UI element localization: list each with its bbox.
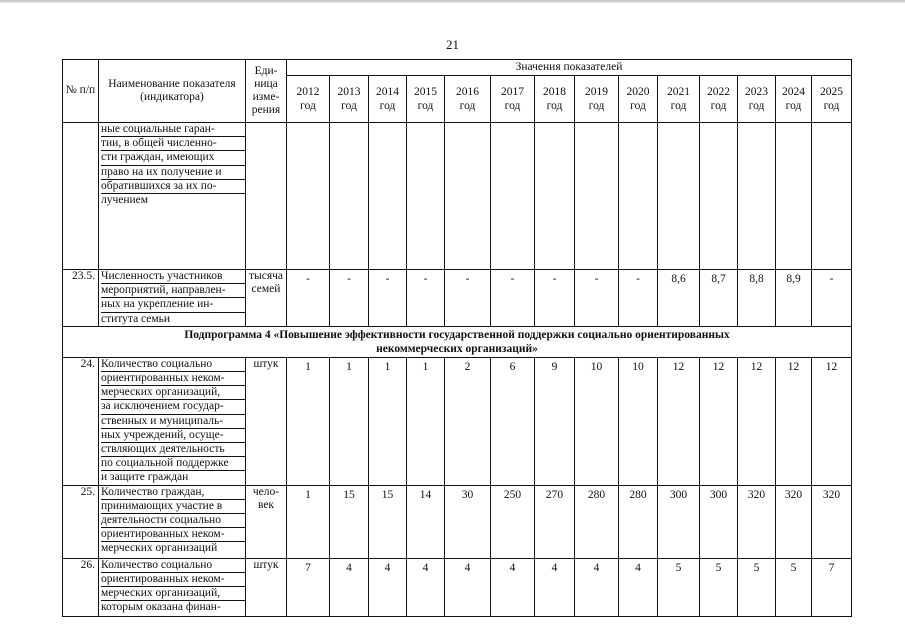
row-value: 4 <box>491 558 535 616</box>
indicator-name-line: ных учреждений, осуще- <box>101 429 245 443</box>
row-value <box>812 123 852 270</box>
row-number: 24. <box>63 357 99 485</box>
header-unit-line: Еди- <box>254 64 278 77</box>
header-year-number: 2024 <box>782 86 805 98</box>
row-value: 14 <box>407 485 445 558</box>
row-value: 7 <box>287 558 330 616</box>
row-indicator-name <box>99 123 246 270</box>
row-value: 300 <box>658 485 700 558</box>
header-year-number: 2014 <box>376 86 399 98</box>
row-unit <box>246 270 287 327</box>
header-num: № п/п <box>63 60 99 123</box>
indicator-name-line: по социальной поддержке <box>101 457 245 471</box>
row-value: 4 <box>330 558 369 616</box>
row-unit-line: тысяча <box>248 270 284 282</box>
row-value: 4 <box>535 558 575 616</box>
row-value <box>445 123 491 270</box>
header-year-unit: год <box>341 100 357 112</box>
row-value: 270 <box>535 485 575 558</box>
row-value: 15 <box>330 485 369 558</box>
header-year-unit: год <box>823 100 840 112</box>
row-unit <box>246 123 287 270</box>
header-name: Наименование показателя (индикатора) <box>99 60 246 123</box>
subprogram-title-line: Подпрограмма 4 «Повышение эффективности государственной поддержки социально ориентированных <box>184 329 730 342</box>
header-year-number: 2016 <box>456 86 479 98</box>
row-unit-line: штук <box>253 558 279 571</box>
header-year-number: 2022 <box>707 86 730 98</box>
header-unit <box>246 60 287 123</box>
row-value: 8,7 <box>700 270 738 327</box>
row-value <box>700 123 738 270</box>
indicator-name-line: Численность участников <box>101 270 245 284</box>
indicator-name-line: принимающих участие в <box>101 500 245 514</box>
row-indicator-name <box>99 558 246 616</box>
header-unit-line: рения <box>251 104 281 117</box>
row-unit <box>246 558 287 616</box>
row-number: 25. <box>63 485 99 558</box>
header-year <box>369 76 407 123</box>
row-indicator-name <box>99 485 246 558</box>
header-year <box>776 76 812 123</box>
row-value: 30 <box>445 485 491 558</box>
row-value: 1 <box>330 357 369 485</box>
row-value: - <box>330 270 369 327</box>
header-year <box>658 76 700 123</box>
row-value: 12 <box>700 357 738 485</box>
row-value: 1 <box>369 357 407 485</box>
header-year-number: 2018 <box>543 86 566 98</box>
row-value: 5 <box>776 558 812 616</box>
header-year-unit: год <box>670 100 687 112</box>
header-year-unit: год <box>630 100 646 112</box>
header-year-number: 2021 <box>667 86 690 98</box>
indicator-name-line: которым оказана финан- <box>101 601 221 614</box>
table-row <box>63 357 852 485</box>
row-value: 12 <box>738 357 776 485</box>
row-unit-line: чело- <box>252 485 280 498</box>
table-row <box>63 123 852 270</box>
row-indicator-name <box>99 357 246 485</box>
indicator-name-line: ориентированных неком- <box>101 573 245 587</box>
row-value: 4 <box>619 558 658 616</box>
row-value <box>738 123 776 270</box>
header-year-number: 2015 <box>414 86 437 98</box>
header-year-number: 2012 <box>296 86 320 98</box>
row-value <box>658 123 700 270</box>
row-value: 250 <box>491 485 535 558</box>
indicator-name-line: мероприятий, направлен- <box>101 284 245 298</box>
indicator-name-line: Количество социально <box>101 358 245 372</box>
row-value: 10 <box>575 357 619 485</box>
row-value: 5 <box>658 558 700 616</box>
row-value: 4 <box>575 558 619 616</box>
row-value <box>619 123 658 270</box>
row-value: - <box>491 270 535 327</box>
header-year <box>575 76 619 123</box>
header-year-unit: год <box>546 100 563 112</box>
header-year-unit: год <box>459 100 476 112</box>
row-unit-line: семей <box>251 283 281 296</box>
row-value: - <box>407 270 445 327</box>
header-year-number: 2013 <box>337 86 361 98</box>
table-row <box>63 270 852 327</box>
header-year <box>407 76 445 123</box>
row-number <box>63 123 99 270</box>
indicator-name-line: ных на укрепление ин- <box>101 298 245 312</box>
header-values: Значения показателей <box>287 60 852 76</box>
row-value: 7 <box>812 558 852 616</box>
row-value: 5 <box>700 558 738 616</box>
row-value: 280 <box>575 485 619 558</box>
indicator-name-line: сти граждан, имеющих <box>101 151 245 165</box>
row-value: 5 <box>738 558 776 616</box>
header-year-unit: год <box>748 100 765 112</box>
header-year <box>812 76 852 123</box>
header-year <box>330 76 369 123</box>
indicator-name-line: Количество граждан, <box>101 486 245 500</box>
row-value: 12 <box>658 357 700 485</box>
row-unit-line: век <box>257 498 275 511</box>
indicator-name-line: лучением <box>101 194 149 207</box>
header-year <box>535 76 575 123</box>
page-number: 21 <box>446 37 459 52</box>
row-value: - <box>287 270 330 327</box>
table-row <box>63 558 852 616</box>
row-value: 6 <box>491 357 535 485</box>
header-year-unit: год <box>785 100 802 112</box>
header-year-number: 2019 <box>585 86 608 98</box>
row-value: - <box>535 270 575 327</box>
header-year-number: 2025 <box>820 86 843 98</box>
header-year <box>445 76 491 123</box>
row-value: 12 <box>812 357 852 485</box>
indicator-name-line: мерческих организаций, <box>101 386 245 400</box>
subprogram-title <box>63 326 852 357</box>
row-indicator-name <box>99 270 246 327</box>
indicator-name-line: право на их получение и <box>101 166 245 180</box>
header-year-unit: год <box>417 100 434 112</box>
row-unit-line: штук <box>253 357 279 370</box>
row-number: 23.5. <box>63 270 99 327</box>
indicator-name-line: тии, в общей численно- <box>101 137 245 151</box>
row-value <box>369 123 407 270</box>
header-year <box>619 76 658 123</box>
header-unit-line: ница <box>254 77 278 90</box>
header-year-unit: год <box>504 100 521 112</box>
indicator-name-line: ствляющих деятельность <box>101 443 245 457</box>
row-value: - <box>575 270 619 327</box>
row-value: 4 <box>369 558 407 616</box>
indicator-name-line: мерческих организаций <box>101 542 218 555</box>
row-value: 300 <box>700 485 738 558</box>
row-value: 1 <box>407 357 445 485</box>
row-value: 1 <box>287 357 330 485</box>
row-value: 8,8 <box>738 270 776 327</box>
row-value: 10 <box>619 357 658 485</box>
header-year-unit: год <box>710 100 727 112</box>
row-value: 2 <box>445 357 491 485</box>
header-year <box>491 76 535 123</box>
indicator-name-line: ориентированных неком- <box>101 528 245 542</box>
row-value: 280 <box>619 485 658 558</box>
row-value: 320 <box>812 485 852 558</box>
subprogram-title-line: некоммерческих организаций» <box>376 342 538 355</box>
row-value: 1 <box>287 485 330 558</box>
row-value: 320 <box>738 485 776 558</box>
row-value: 12 <box>776 357 812 485</box>
row-value: 9 <box>535 357 575 485</box>
indicator-name-line: ственных и муниципаль- <box>101 415 245 429</box>
row-value: - <box>445 270 491 327</box>
indicator-name-line: ститута семьи <box>101 312 171 325</box>
header-unit-line: изме- <box>252 91 280 103</box>
row-value: 4 <box>445 558 491 616</box>
row-value: 4 <box>407 558 445 616</box>
row-value <box>776 123 812 270</box>
row-value: 8,6 <box>658 270 700 327</box>
table-row <box>63 485 852 558</box>
indicator-name-line: мерческих организаций, <box>101 587 245 601</box>
row-value <box>407 123 445 270</box>
indicator-name-line: ные социальные гаран- <box>101 123 245 137</box>
row-value <box>330 123 369 270</box>
header-year <box>700 76 738 123</box>
header-year-number: 2023 <box>745 86 768 98</box>
header-year <box>738 76 776 123</box>
row-value <box>287 123 330 270</box>
header-year-number: 2020 <box>626 86 650 98</box>
indicators-table <box>62 59 852 617</box>
row-value: 8,9 <box>776 270 812 327</box>
row-unit <box>246 357 287 485</box>
header-year <box>287 76 330 123</box>
indicator-name-line: за исключением государ- <box>101 400 245 414</box>
row-value: - <box>812 270 852 327</box>
header-year-unit: год <box>379 100 396 112</box>
row-value: - <box>369 270 407 327</box>
header-year-unit: год <box>588 100 605 112</box>
row-value: 320 <box>776 485 812 558</box>
row-number: 26. <box>63 558 99 616</box>
subprogram-row <box>63 326 852 357</box>
indicator-name-line: деятельности социально <box>101 514 245 528</box>
header-year-unit: год <box>300 100 316 112</box>
row-value: 15 <box>369 485 407 558</box>
row-unit <box>246 485 287 558</box>
row-value <box>491 123 535 270</box>
indicator-name-line: обратившихся за их по- <box>101 180 245 194</box>
row-value <box>535 123 575 270</box>
indicator-name-line: и защите граждан <box>101 471 189 484</box>
indicator-name-line: Количество социально <box>101 559 245 573</box>
header-year-number: 2017 <box>501 86 524 98</box>
row-value <box>575 123 619 270</box>
indicator-name-line: ориентированных неком- <box>101 372 245 386</box>
row-value: - <box>619 270 658 327</box>
scan-top-edge <box>0 0 905 3</box>
